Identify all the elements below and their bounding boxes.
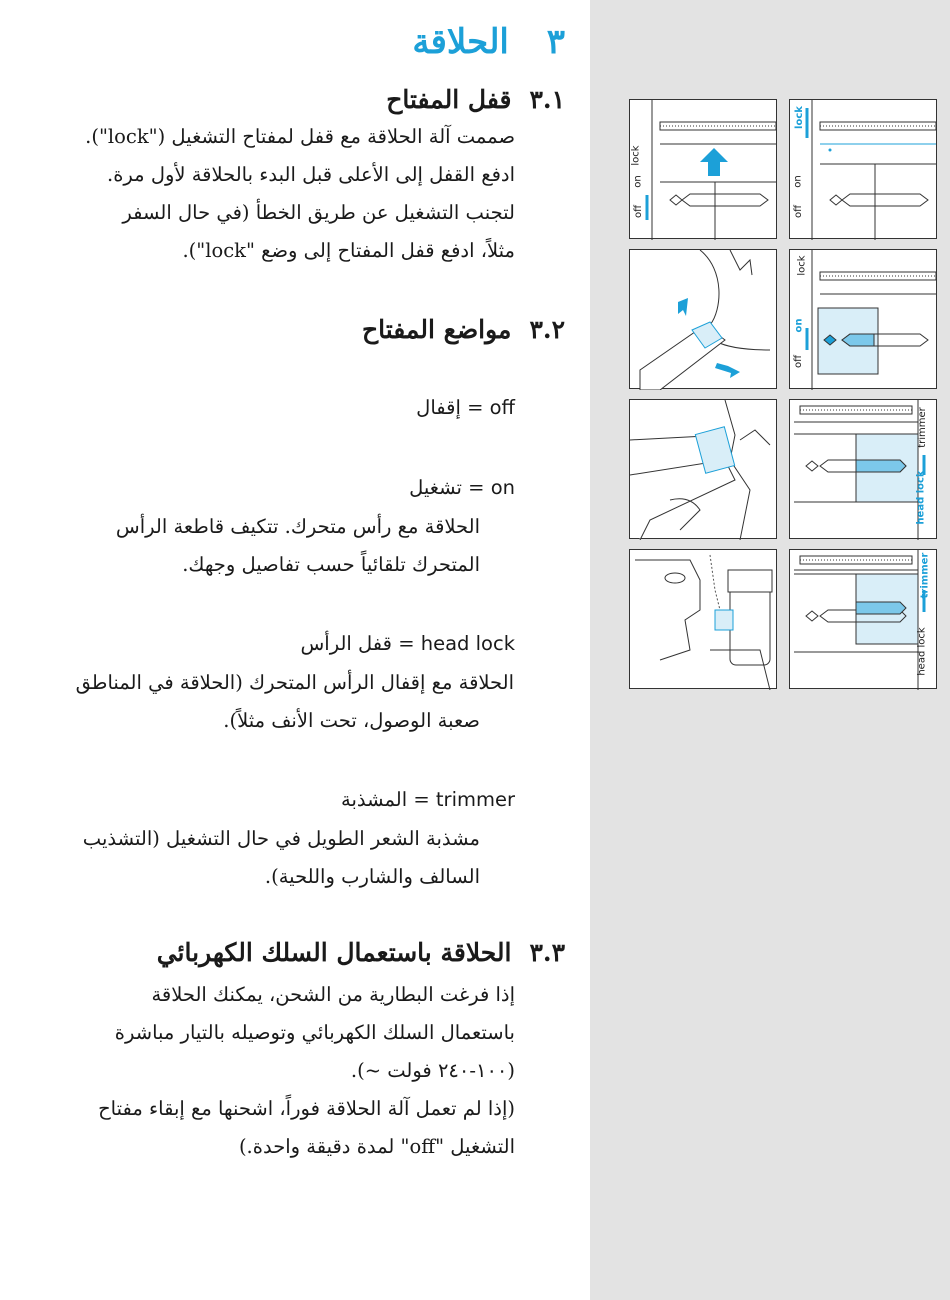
position-trimmer-description — [10, 820, 480, 896]
section-3-3-body — [5, 976, 515, 1166]
head-lock-label-active: head lock — [915, 470, 927, 525]
trimmer-label-active: trimmer — [919, 552, 931, 599]
lock-label-active: lock — [793, 106, 805, 129]
figure-on-position — [789, 249, 937, 389]
head-lock-label: head lock — [916, 627, 928, 676]
position-head-lock-description — [0, 664, 514, 740]
body-line: ادفع القفل إلى الأعلى قبل البدء بالحلاقة لأول مرة. — [107, 163, 515, 186]
lock-label: lock — [796, 255, 808, 276]
figure-trimmer-position — [789, 549, 937, 689]
position-key: head lock — [420, 632, 515, 655]
switch-position-head-lock: head lock = قفل الرأس — [300, 632, 515, 655]
desc-line: السالف والشارب واللحية). — [264, 865, 480, 888]
on-label: on — [792, 175, 804, 188]
body-line: مثلاً، ادفع قفل المفتاح إلى وضع "lock"). — [182, 239, 515, 262]
body-line: لتجنب التشغيل عن طريق الخطأ (في حال السفر — [122, 201, 515, 224]
body-line: باستعمال السلك الكهربائي وتوصيله بالتيار مباشرة — [114, 1021, 515, 1044]
desc-line: الحلاقة مع رأس متحرك. تتكيف قاطعة الرأس — [115, 515, 480, 538]
section-number: ٣.٢ — [529, 315, 565, 344]
section-heading-3-2 — [362, 315, 565, 344]
figure-shaving-under-nose — [629, 399, 777, 539]
section-title: الحلاقة باستعمال السلك الكهربائي — [156, 938, 512, 967]
position-key: on — [490, 476, 515, 499]
section-heading-3-3 — [157, 938, 565, 967]
position-key: off — [489, 396, 515, 419]
position-label: إقفال — [416, 396, 461, 419]
figure-lock-push — [629, 99, 777, 239]
off-label: off — [633, 204, 645, 219]
switch-position-on: on = تشغيل — [409, 476, 515, 499]
section-title: قفل المفتاح — [386, 85, 512, 114]
desc-line: الحلاقة مع إقفال الرأس المتحرك (الحلاقة في المناطق — [75, 671, 514, 694]
body-line: (إذا لم تعمل آلة الحلاقة فوراً، اشحنها مع إبقاء مفتاح — [98, 1097, 515, 1120]
switch-position-off: off = إقفال — [416, 396, 515, 419]
position-key: trimmer — [435, 788, 515, 811]
figure-lock-position — [789, 99, 937, 239]
section-number: ٣.٣ — [529, 938, 565, 967]
body-line: إذا فرغت البطارية من الشحن، يمكنك الحلاقة — [151, 983, 515, 1006]
trimmer-label: trimmer — [916, 407, 928, 448]
section-number: ٣.١ — [529, 85, 565, 114]
desc-line: المتحرك تلقائياً حسب تفاصيل وجهك. — [182, 553, 480, 576]
chapter-number: ٣ — [546, 22, 565, 62]
body-line: التشغيل "off" لمدة دقيقة واحدة.) — [238, 1135, 515, 1158]
section-3-1-body — [15, 118, 515, 270]
figure-trimming-sideburns — [629, 549, 777, 689]
position-label: قفل الرأس — [300, 632, 392, 655]
position-on-description — [10, 508, 480, 584]
body-line: (١٠٠-٢٤٠ فولت ~). — [350, 1059, 515, 1082]
lock-label: lock — [630, 145, 642, 166]
body-line: صممت آلة الحلاقة مع قفل لمفتاح التشغيل ("lock"). — [85, 125, 515, 148]
figure-shaving-neck — [629, 249, 777, 389]
section-heading-3-1 — [386, 85, 565, 114]
chapter-title — [412, 22, 565, 62]
desc-line: صعبة الوصول، تحت الأنف مثلاً). — [223, 709, 480, 732]
figure-head-lock-position — [789, 399, 937, 539]
on-label: on — [632, 175, 644, 188]
position-label: المشذبة — [341, 788, 408, 811]
desc-line: مشذبة الشعر الطويل في حال التشغيل (التشذيب — [82, 827, 480, 850]
off-label: off — [793, 204, 805, 219]
section-title: مواضع المفتاح — [361, 315, 512, 344]
chapter-title-text: الحلاقة — [412, 22, 509, 62]
on-label-active: on — [793, 318, 805, 333]
position-label: تشغيل — [409, 476, 462, 499]
switch-position-trimmer: trimmer = المشذبة — [341, 788, 515, 811]
off-label: off — [793, 354, 805, 369]
